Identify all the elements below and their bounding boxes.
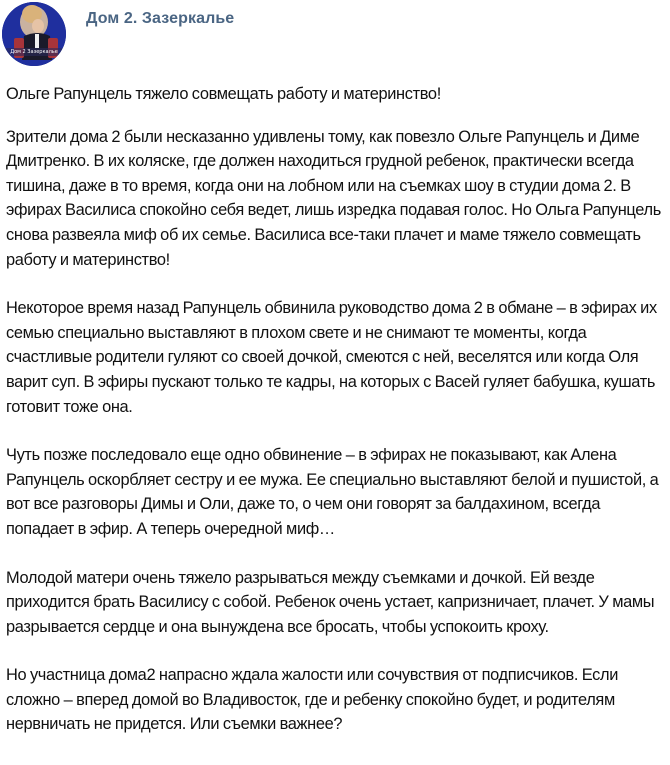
- post-paragraph: Чуть позже последовало еще одно обвинение – в эфирах не показывают, как Алена Рапунцель оскорбляет сестру и ее мужа. Ее специально выставляют белой и пушистой, а вот все разговоры Димы и Оли, даже то, о чем они говорят за балдахином, всегда попадает в эфир. А теперь очередной миф…: [6, 446, 659, 538]
- post-header: [0, 0, 670, 70]
- group-avatar[interactable]: [2, 2, 66, 66]
- post-paragraph: Но участница дома2 напрасно ждала жалости или сочувствия от подписчиков. Если сложно – вперед домой во Владивосток, где и ребенку спокойно будет, и родителям нервничать не придется. Или съемки важнее?: [6, 666, 619, 734]
- group-name-link[interactable]: Дом 2. Зазеркалье: [86, 10, 235, 27]
- post-paragraph: Некоторое время назад Рапунцель обвинила руководство дома 2 в обмане – в эфирах их семью специально выставляют в плохом свете и не снимают те моменты, когда счастливые родители гуляют со своей дочкой, смеются с ней, веселятся или когда Оля варит суп. В эфиры пускают только те кадры, на которых с Васей гуляет бабушка, кушать готовит тоже она.: [6, 299, 657, 416]
- svg-text:Дом 2 Зазеркалье: Дом 2 Зазеркалье: [10, 49, 58, 55]
- post-paragraph: Молодой матери очень тяжело разрываться между съемками и дочкой. Ей везде приходится брать Василису с собой. Ребенок очень устает, капризничает, плачет. У мамы разрывается сердце и она вынуждена все бросать, чтобы успокоить кроху.: [6, 568, 655, 636]
- post-body: [6, 82, 668, 761]
- post-paragraph: Зрители дома 2 были несказанно удивлены тому, как повезло Ольге Рапунцель и Диме Дмитренко. В их коляске, где должен находиться грудной ребенок, практически всегда тишина, даже в то время, когда они на лобном или на съемках шоу в студии дома 2. В эфирах Василиса спокойно себя ведет, лишь изредка подавая голос. Но Ольга Рапунцель снова развеяла миф об их семье. Василиса все-таки плачет и маме тяжело совмещать работу и материнство!: [6, 127, 661, 269]
- post-headline: Ольге Рапунцель тяжело совмещать работу и материнство!: [6, 85, 441, 103]
- group-avatar-photo-icon: [2, 2, 66, 66]
